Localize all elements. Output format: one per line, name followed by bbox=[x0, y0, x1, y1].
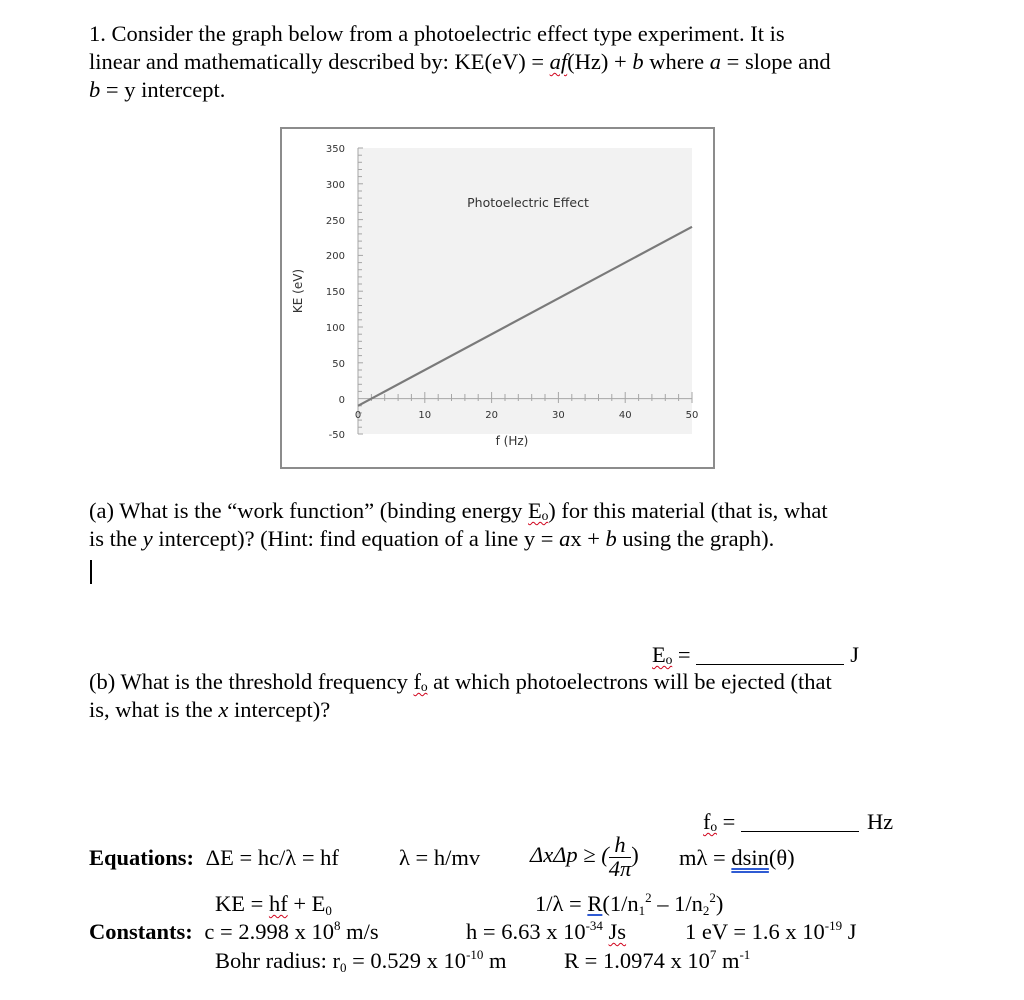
part-b-text-2b: intercept)? bbox=[228, 697, 331, 722]
photoelectric-chart bbox=[280, 127, 715, 469]
eq-ke-pre: KE = bbox=[215, 891, 269, 916]
x-axis-label: f (Hz) bbox=[495, 434, 529, 448]
part-a-line-2 bbox=[89, 525, 774, 553]
answer-eo-blank[interactable] bbox=[696, 644, 844, 665]
answer-eo-label: Eₒ bbox=[652, 642, 673, 667]
eq-ke-hf: hf bbox=[268, 891, 288, 916]
part-a-line-1 bbox=[89, 497, 828, 525]
svg-text:0: 0 bbox=[338, 395, 345, 406]
svg-text:30: 30 bbox=[552, 410, 565, 421]
eq-ke-sub: 0 bbox=[325, 903, 332, 918]
part-b-text-2a: is, what is the bbox=[89, 697, 219, 722]
constants-label: Constants: bbox=[89, 919, 193, 944]
intro-line-1 bbox=[89, 20, 785, 48]
sup-n2: 2 bbox=[709, 890, 716, 905]
var-b: b bbox=[632, 49, 644, 74]
spellcheck-af: af bbox=[549, 49, 568, 74]
var-b-3: b bbox=[605, 526, 617, 551]
answer-fo-label: fₒ bbox=[703, 809, 717, 834]
svg-text:100: 100 bbox=[325, 323, 345, 334]
const-h-text: h = 6.63 x 10 bbox=[466, 919, 586, 944]
answer-fo-row bbox=[703, 808, 893, 836]
part-a-text-2b: intercept)? (Hint: find equation of a line y = bbox=[152, 526, 560, 551]
spellcheck-fo: fₒ bbox=[413, 669, 428, 694]
y-tick-labels bbox=[326, 144, 345, 441]
part-a-text-1a: (a) What is the “work function” (binding energy bbox=[89, 498, 529, 523]
part-a-text-2a: is the bbox=[89, 526, 143, 551]
part-b-line-1 bbox=[89, 668, 832, 696]
eq-diffraction-dsin: dsin bbox=[731, 845, 769, 870]
frac-num: h bbox=[609, 834, 632, 858]
const-bohr-sub: 0 bbox=[339, 960, 347, 975]
intro-text-1: 1. Consider the graph below from a photoelectric effect type experiment. It is bbox=[89, 21, 785, 46]
eq-rydberg bbox=[535, 890, 723, 918]
part-b-text-1b: at which photoelectrons will be ejected (that bbox=[427, 669, 832, 694]
var-x: x bbox=[218, 697, 229, 722]
eq-diffraction-pre: mλ = bbox=[679, 845, 732, 870]
svg-text:50: 50 bbox=[332, 359, 345, 370]
eq-debroglie-text: λ = h/mv bbox=[399, 845, 481, 870]
const-R-text: R = 1.0974 x 10 bbox=[564, 948, 710, 973]
svg-text:50: 50 bbox=[685, 410, 699, 421]
answer-fo-eq: = bbox=[716, 809, 741, 834]
part-a-text-1b: ) for this material (that is, what bbox=[548, 498, 828, 523]
eq-energy: ΔE = hc/λ = hf bbox=[205, 845, 339, 870]
var-a-2: a bbox=[559, 526, 571, 551]
eq-debroglie bbox=[399, 844, 480, 872]
svg-text:250: 250 bbox=[325, 216, 345, 227]
intro-text-2b: (Hz) + bbox=[567, 49, 633, 74]
svg-text:200: 200 bbox=[325, 251, 345, 262]
eq-diffraction bbox=[679, 844, 795, 872]
answer-fo-unit: Hz bbox=[866, 809, 894, 834]
plot-area bbox=[358, 148, 692, 434]
eq-uncertainty-pre: ΔxΔp ≥ ( bbox=[530, 842, 609, 868]
part-a-text-2c: x + bbox=[570, 526, 606, 551]
svg-text:350: 350 bbox=[325, 144, 345, 155]
intro-text-3: = y intercept. bbox=[100, 77, 226, 102]
const-c: c = 2.998 x 10 bbox=[204, 919, 334, 944]
const-c-exp: 8 bbox=[333, 918, 341, 933]
const-h bbox=[466, 918, 626, 946]
svg-text:20: 20 bbox=[485, 410, 498, 421]
spellcheck-eo: Eₒ bbox=[528, 498, 549, 523]
const-ev-text: 1 eV = 1.6 x 10 bbox=[685, 919, 825, 944]
eq-rydberg-b: – 1/n bbox=[651, 891, 703, 916]
const-bohr bbox=[215, 947, 507, 975]
frac-den: 4π bbox=[608, 855, 632, 881]
answer-fo-blank[interactable] bbox=[741, 811, 859, 832]
sub-n2: 2 bbox=[702, 903, 710, 918]
constants-row-1 bbox=[89, 918, 379, 946]
part-b-line-2 bbox=[89, 696, 330, 724]
part-a-text-2d: using the graph). bbox=[616, 526, 775, 551]
eq-uncertainty-frac bbox=[609, 834, 632, 880]
sub-n1: 1 bbox=[638, 903, 646, 918]
const-h-exp: -34 bbox=[585, 918, 603, 933]
const-ev bbox=[685, 918, 857, 946]
eq-rydberg-R: R bbox=[587, 891, 603, 916]
svg-text:10: 10 bbox=[418, 410, 432, 421]
equations-label: Equations: bbox=[89, 845, 195, 870]
const-R-exp: 7 bbox=[709, 947, 717, 962]
y-axis-label: KE (eV) bbox=[291, 268, 305, 314]
eq-diffraction-post: (θ) bbox=[768, 845, 795, 870]
intro-line-3 bbox=[89, 76, 225, 104]
sup-n1: 2 bbox=[645, 890, 652, 905]
eq-rydberg-end: ) bbox=[715, 891, 724, 916]
eq-ke bbox=[215, 890, 332, 918]
svg-text:0: 0 bbox=[354, 410, 362, 421]
const-c-unit: m/s bbox=[340, 919, 379, 944]
svg-text:-50: -50 bbox=[328, 430, 345, 441]
var-y: y bbox=[142, 526, 153, 551]
const-rydberg bbox=[564, 947, 750, 975]
const-bohr-mid: = 0.529 x 10 bbox=[346, 948, 467, 973]
part-b-text-1a: (b) What is the threshold frequency bbox=[89, 669, 414, 694]
intro-text-2a: linear and mathematically described by: KE(eV) = bbox=[89, 49, 550, 74]
const-ev-unit: J bbox=[842, 919, 857, 944]
answer-eo-unit: J bbox=[850, 642, 859, 667]
eq-ke-post: + E bbox=[287, 891, 326, 916]
intro-text-2c: where bbox=[643, 49, 710, 74]
const-bohr-text: Bohr radius: r bbox=[215, 948, 340, 973]
svg-text:300: 300 bbox=[325, 180, 345, 191]
eq-rydberg-pre: 1/λ = bbox=[535, 891, 588, 916]
eq-rydberg-a: (1/n bbox=[602, 891, 639, 916]
answer-eo-eq: = bbox=[672, 642, 697, 667]
chart-svg bbox=[282, 129, 713, 467]
intro-line-2 bbox=[89, 48, 831, 76]
intro-text-2d: = slope and bbox=[721, 49, 831, 74]
svg-text:40: 40 bbox=[618, 410, 632, 421]
const-bohr-unit: m bbox=[483, 948, 507, 973]
equations-row-1 bbox=[89, 844, 339, 872]
eq-uncertainty bbox=[530, 834, 639, 880]
svg-text:150: 150 bbox=[325, 287, 345, 298]
const-ev-exp: -19 bbox=[824, 918, 843, 933]
const-R-unit-exp: -1 bbox=[739, 947, 751, 962]
answer-eo-row bbox=[652, 641, 859, 669]
text-cursor[interactable] bbox=[90, 560, 92, 584]
var-a: a bbox=[709, 49, 722, 74]
var-b-2: b bbox=[89, 77, 101, 102]
const-h-unit: Js bbox=[608, 919, 627, 944]
const-R-unit: m bbox=[716, 948, 740, 973]
chart-title: Photoelectric Effect bbox=[467, 195, 589, 210]
eq-uncertainty-post: ) bbox=[631, 842, 639, 868]
const-bohr-exp: -10 bbox=[466, 947, 484, 962]
